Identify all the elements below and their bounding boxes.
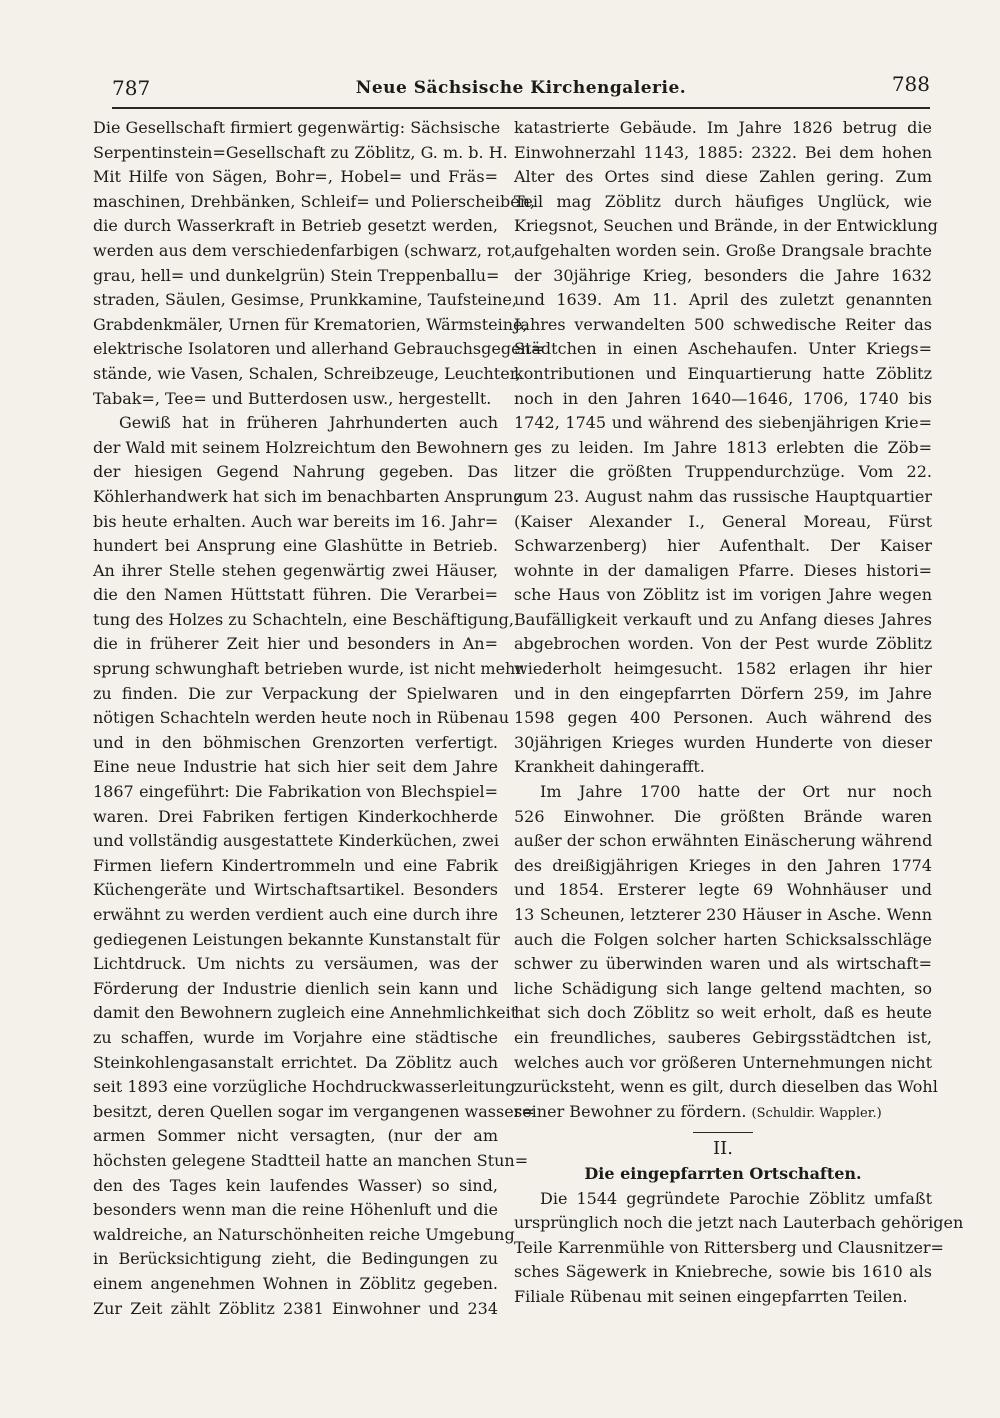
text-line: einem angenehmen Wohnen in Zöblitz gegeben.	[93, 1273, 498, 1293]
text-line: die durch Wasserkraft in Betrieb gesetzt werden,	[93, 216, 498, 236]
text-line: Schwarzenberg) hier Aufenthalt. Der Kaiser	[514, 536, 932, 556]
text-line: Zur Zeit zählt Zöblitz 2381 Einwohner und 234	[93, 1298, 498, 1318]
text-line: sches Sägewerk in Kniebreche, sowie bis 1610 als	[514, 1262, 932, 1282]
text-line: zu finden. Die zur Verpackung der Spielwaren	[93, 683, 498, 703]
text-line: werden aus dem verschiedenfarbigen (schwarz, rot,	[93, 240, 516, 260]
page-number-left: 787	[112, 76, 151, 100]
text-line: An ihrer Stelle stehen gegenwärtig zwei Häuser,	[93, 560, 498, 580]
text-line: hundert bei Ansprung eine Glashütte in Betrieb.	[93, 536, 498, 556]
text-line: ursprünglich noch die jetzt nach Lauterbach gehörigen	[514, 1213, 964, 1233]
text-line: der 30jährige Krieg, besonders die Jahre 1632	[514, 265, 932, 285]
text-line: zurücksteht, wenn es gilt, durch dieselben das Wohl	[514, 1077, 938, 1097]
text-line: besitzt, deren Quellen sogar im vergangenen wasser=	[93, 1101, 535, 1121]
text-line: maschinen, Drehbänken, Schleif= und Polierscheiben,	[93, 191, 536, 211]
text-line: bis heute erhalten. Auch war bereits im 16. Jahr=	[93, 511, 499, 531]
text-line: zu schaffen, wurde im Vorjahre eine städtische	[93, 1027, 498, 1047]
text-line: ges zu leiden. Im Jahre 1813 erlebten die Zöb=	[514, 437, 932, 457]
text-line: Küchengeräte und Wirtschaftsartikel. Besonders	[93, 880, 498, 900]
text-line: erwähnt zu werden verdient auch eine durch ihre	[93, 905, 498, 924]
text-line: die in früherer Zeit hier und besonders in An=	[93, 634, 498, 654]
closing-text: seiner Bewohner zu fördern.	[514, 1101, 747, 1121]
text-line: wohnte in der damaligen Pfarre. Dieses histori=	[514, 560, 932, 580]
text-line: 1742, 1745 und während des siebenjährigen Krie=	[514, 413, 932, 433]
page-number-right: 788	[891, 72, 930, 96]
text-line: 1867 eingeführt: Die Fabrikation von Blechspiel=	[93, 782, 498, 802]
text-line: noch in den Jahren 1640—1646, 1706, 1740 bis	[514, 388, 932, 408]
text-line: 1598 gegen 400 Personen. Auch während des	[514, 708, 932, 728]
text-line: Lichtdruck. Um nichts zu versäumen, was der	[93, 954, 498, 974]
text-line: und 1854. Ersterer legte 69 Wohnhäuser und	[514, 880, 932, 900]
text-line: Grabdenkmäler, Urnen für Krematorien, Wärmsteine,	[93, 314, 528, 334]
page-header	[112, 72, 930, 106]
text-line: tung des Holzes zu Schachteln, eine Beschäftigung,	[93, 609, 514, 629]
right-column-text	[514, 116, 938, 1100]
text-line: und 1639. Am 11. April des zuletzt genannten	[514, 290, 932, 310]
text-line: hat sich doch Zöblitz so weit erholt, daß es heute	[514, 1003, 932, 1023]
text-line: straden, Säulen, Gesimse, Prunkkamine, Taufsteine,	[93, 290, 517, 310]
text-line: damit den Bewohnern zugleich eine Annehmlichkeit	[93, 1003, 518, 1023]
text-line: Einwohnerzahl 1143, 1885: 2322. Bei dem hohen	[514, 142, 932, 162]
text-line: Im Jahre 1700 hatte der Ort nur noch	[540, 782, 932, 802]
text-line: Alter des Ortes sind diese Zahlen gering. Zum	[514, 167, 932, 187]
text-line: Gewiß hat in früheren Jahrhunderten auch	[119, 413, 498, 433]
text-line: Tabak=, Tee= und Butterdosen usw., hergestellt.	[93, 388, 492, 408]
text-line: welches auch vor größeren Unternehmungen nicht	[514, 1052, 932, 1072]
left-column	[93, 116, 545, 1321]
text-line: Teil mag Zöblitz durch häufiges Unglück, wie	[514, 191, 932, 211]
text-line: waren. Drei Fabriken fertigen Kinderkochherde	[93, 806, 498, 826]
text-line: (Kaiser Alexander I., General Moreau, Fürst	[514, 511, 932, 531]
text-line: liche Schädigung sich lange geltend machten, so	[514, 978, 932, 998]
text-line: der Wald mit seinem Holzreichtum den Bewohnern	[93, 437, 509, 457]
text-line: Städtchen in einen Aschehaufen. Unter Kriegs=	[514, 339, 932, 359]
text-line: katastrierte Gebäude. Im Jahre 1826 betrug die	[514, 118, 932, 137]
text-line: und in den böhmischen Grenzorten verfertigt.	[93, 732, 498, 752]
text-line: schwer zu überwinden waren und als wirtschaft=	[514, 954, 932, 974]
text-line: der hiesigen Gegend Nahrung gegeben. Das	[93, 462, 498, 482]
text-line: Steinkohlengasanstalt errichtet. Da Zöblitz auch	[93, 1052, 498, 1072]
text-line: waldreiche, an Naturschönheiten reiche Umgebung	[93, 1224, 515, 1244]
text-line: höchsten gelegene Stadtteil hatte an manchen Stun=	[93, 1150, 529, 1170]
text-line: auch die Folgen solcher harten Schicksalsschläge	[514, 929, 932, 949]
text-line: stände, wie Vasen, Schalen, Schreibzeuge, Leuchter,	[93, 363, 521, 383]
running-title: Neue Sächsische Kirchengalerie.	[355, 78, 687, 98]
text-line: Förderung der Industrie dienlich sein kann und	[93, 978, 498, 998]
text-line: Filiale Rübenau mit seinen eingepfarrten Teilen.	[514, 1286, 908, 1306]
text-line: Die 1544 gegründete Parochie Zöblitz umfaßt	[540, 1188, 932, 1208]
text-line: Baufälligkeit verkauft und zu Anfang dieses Jahres	[514, 609, 932, 629]
right-column	[514, 116, 964, 1310]
text-line: wiederholt heimgesucht. 1582 erlagen ihr hier	[514, 659, 932, 679]
section-title: Die eingepfarrten Ortschaften.	[584, 1163, 862, 1183]
text-line: die den Namen Hüttstatt führen. Die Verarbei=	[93, 585, 498, 605]
text-line: Kriegsnot, Seuchen und Brände, in der Entwicklung	[514, 216, 938, 236]
text-line: Eine neue Industrie hat sich hier seit dem Jahre	[93, 757, 498, 777]
text-line: 13 Scheunen, letzterer 230 Häuser in Asche. Wenn	[514, 905, 932, 924]
section-body	[514, 1187, 964, 1310]
text-line: in Berücksichtigung zieht, die Bedingungen zu	[93, 1249, 498, 1269]
text-line: elektrische Isolatoren und allerhand Gebrauchsgegen=	[93, 339, 545, 359]
text-line: und vollständig ausgestattete Kinderküchen, zwei	[93, 831, 499, 851]
text-line: Krankheit dahingerafft.	[514, 757, 705, 777]
text-line: seit 1893 eine vorzügliche Hochdruckwasserleitung	[93, 1077, 516, 1097]
text-line: Firmen liefern Kindertrommeln und eine Fabrik	[93, 855, 498, 875]
text-line: armen Sommer nicht versagten, (nur der am	[93, 1126, 498, 1146]
text-line: gediegenen Leistungen bekannte Kunstanstalt für	[93, 929, 500, 949]
text-line: kontributionen und Einquartierung hatte Zöblitz	[514, 363, 932, 383]
text-line: nötigen Schachteln werden heute noch in Rübenau	[93, 708, 510, 728]
text-line: Teile Karrenmühle von Rittersberg und Clausnitzer=	[514, 1237, 944, 1257]
text-line: Jahres verwandelten 500 schwedische Reiter das	[514, 314, 932, 334]
text-line: sprung schwunghaft betrieben wurde, ist nicht mehr	[93, 659, 523, 679]
text-line: den des Tages kein laufendes Wasser) so sind,	[93, 1175, 498, 1195]
text-line: aufgehalten worden sein. Große Drangsale brachte	[514, 240, 932, 260]
text-line: außer der schon erwähnten Einäscherung während	[514, 831, 933, 851]
header-rule	[112, 107, 930, 109]
text-line: 526 Einwohner. Die größten Brände waren	[514, 806, 932, 826]
text-line: des dreißigjährigen Krieges in den Jahren 1774	[514, 855, 932, 875]
section-divider	[693, 1132, 753, 1133]
text-line: Mit Hilfe von Sägen, Bohr=, Hobel= und Fräs=	[93, 167, 498, 187]
text-line: abgebrochen worden. Von der Pest wurde Zöblitz	[514, 634, 932, 654]
text-line: zum 23. August nahm das russische Hauptquartier	[514, 486, 932, 506]
text-line: und in den eingepfarrten Dörfern 259, im Jahre	[514, 683, 932, 703]
text-line: Die Gesellschaft firmiert gegenwärtig: Sächsische	[93, 118, 501, 137]
text-line: Köhlerhandwerk hat sich im benachbarten Ansprung	[93, 486, 524, 506]
text-line: grau, hell= und dunkelgrün) Stein Treppenballu=	[93, 265, 500, 285]
text-line: litzer die größten Truppendurchzüge. Vom 22.	[514, 462, 932, 482]
section-number: II.	[713, 1138, 733, 1160]
closing-line	[514, 1100, 932, 1125]
text-line: ein freundliches, sauberes Gebirgsstädtchen ist,	[514, 1027, 932, 1047]
text-line: Serpentinstein=Gesellschaft zu Zöblitz, G. m. b. H.	[93, 142, 508, 162]
text-line: sche Haus von Zöblitz ist im vorigen Jahre wegen	[514, 585, 932, 605]
text-line: besonders wenn man die reine Höhenluft und die	[93, 1200, 498, 1220]
text-line: 30jährigen Krieges wurden Hunderte von dieser	[514, 732, 932, 752]
author-signature: (Schuldir. Wappler.)	[751, 1105, 882, 1121]
